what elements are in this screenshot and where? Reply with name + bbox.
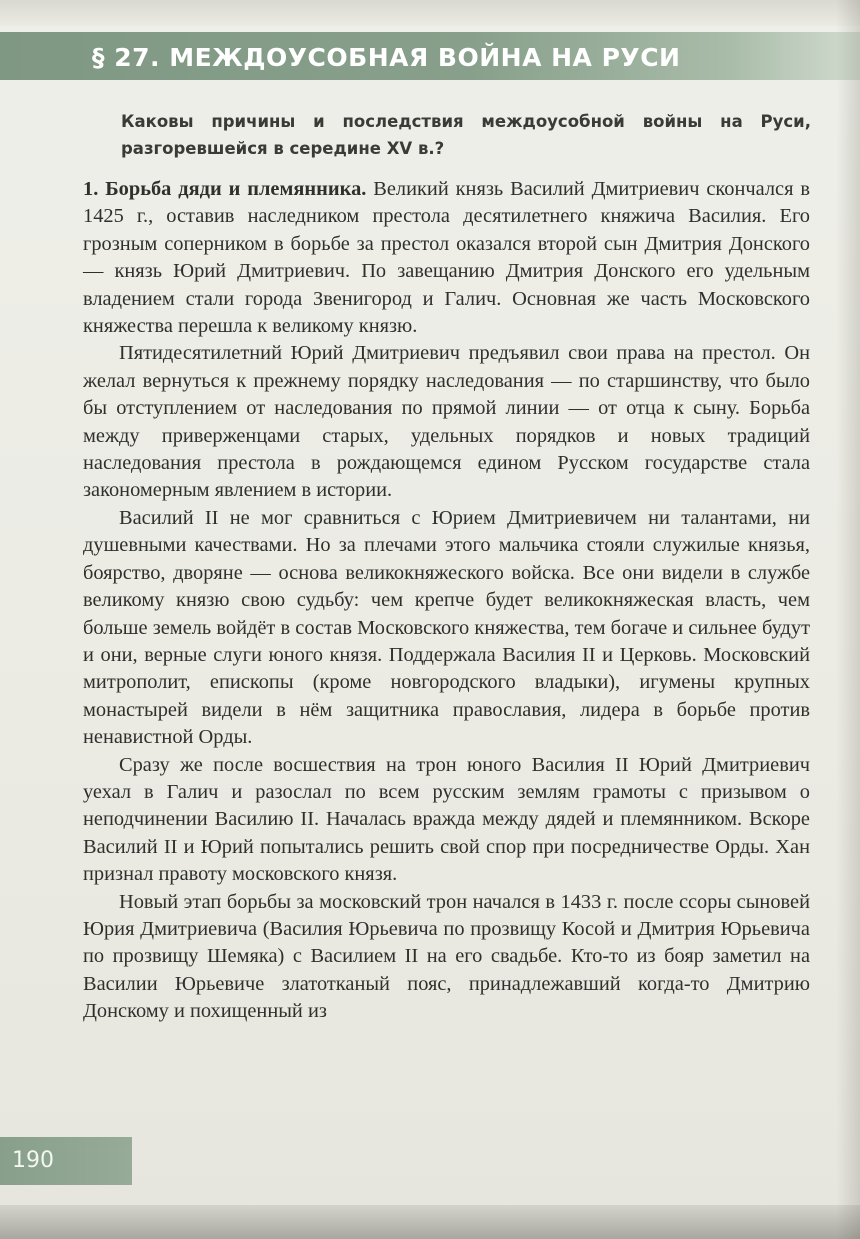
paragraph-3: Василий II не мог сравниться с Юрием Дмитриевичем ни талантами, ни душевными качествами. Но за плечами этого мальчика стояли служилые князья, боярство, дворяне — основа великокняжеского войска. Все они видели в службе великому князю свою судьбу: чем крепче будет великокняжеская власть, чем больше земель войдёт в состав Московского княжества, тем богаче и сильнее будут и они, верные слуги юного князя. Поддержала Василия II и Церковь. Московский митрополит, епископы (кроме новгородского владыки), игумены крупных монастырей видели в нём защитника православия, лидера в борьбе против ненавистной Орды.	[83, 506, 810, 749]
page-number: 190	[12, 1148, 54, 1173]
chapter-question: Каковы причины и последствия междоусобной войны на Руси, разгоревшейся в середине XV в.?	[121, 112, 811, 158]
paragraph-1-text: Великий князь Василий Дмитриевич скончался в 1425 г., оставив наследником престола десятилетнего княжича Василия. Его грозным соперником в борьбе за престол оказался второй сын Дмитрия Донского — князь Юрий Дмитриевич. По завещанию Дмитрия Донского его удельным владением стали города Звенигород и Галич. Основная же часть Московского княжества перешла к великому князю.	[83, 178, 810, 338]
section-content	[83, 176, 810, 1026]
paragraph-1	[83, 176, 810, 340]
paragraph-4: Сразу же после восшествия на трон юного Василия II Юрий Дмитриевич уехал в Галич и разослал по всем русским землям грамоты с призывом о неподчинении Василию II. Началась вражда между дядей и племянником. Вскоре Василий II и Юрий попытались решить свой спор при посредничестве Орды. Хан признал правоту московского князя.	[83, 753, 810, 886]
page-title: § 27. МЕЖДОУСОБНАЯ ВОЙНА НА РУСИ	[92, 43, 681, 72]
paragraph-2: Пятидесятилетний Юрий Дмитриевич предъявил свои права на престол. Он желал вернуться к прежнему порядку наследования — по старшинству, что было бы отступлением от наследования по прямой линии — от отца к сыну. Борьба между приверженцами старых, удельных порядков и новых традиций наследования престола в рождающемся едином Русском государстве стала закономерным явлением в истории.	[83, 342, 810, 502]
section-heading: 1. Борьба дяди и племянника.	[83, 178, 367, 200]
scan-top-edge	[0, 0, 860, 26]
scan-bottom-edge	[0, 1205, 860, 1239]
paragraph-5: Новый этап борьбы за московский трон начался в 1433 г. после ссоры сыновей Юрия Дмитриевича (Василия Юрьевича по прозвищу Косой и Дмитрия Юрьевича по прозвищу Шемяка) с Василием II на его свадьбе. Кто-то из бояр заметил на Василии Юрьевиче златотканый пояс, принадлежавший когда-то Дмитрию Донскому и похищенный из	[83, 890, 810, 1023]
page-edge-shadow	[836, 0, 860, 1239]
